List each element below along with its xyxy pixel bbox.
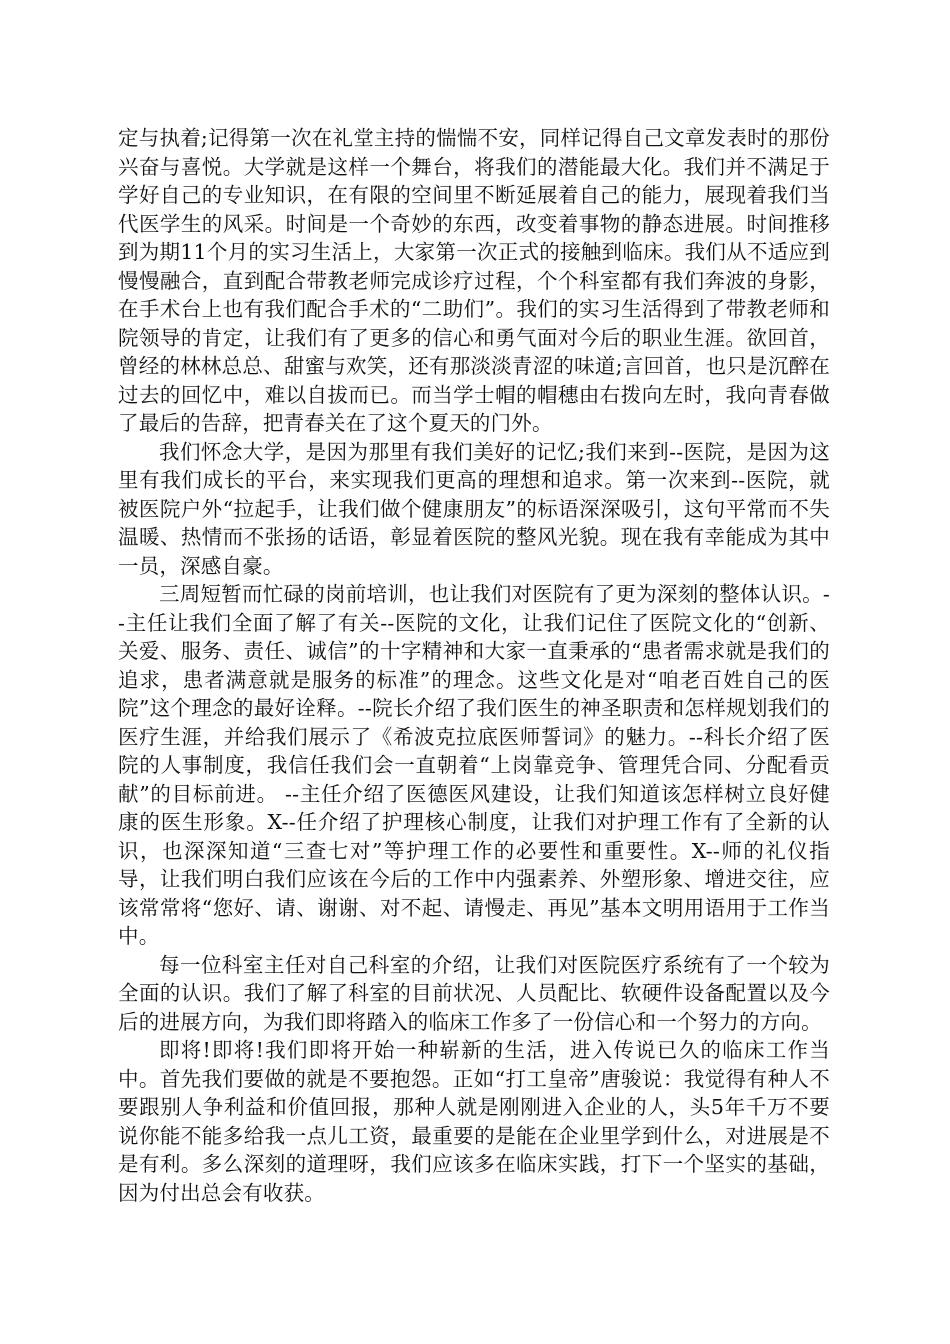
- paragraph-1: 定与执着;记得第一次在礼堂主持的惴惴不安，同样记得自己文章发表时的那份兴奋与喜悦。大学就是这样一个舞台，将我们的潜能最大化。我们并不满足于学好自己的专业知识，在有限的空间里不断延展着自己的能力，展现着我们当代医学生的风采。时间是一个奇妙的东西，改变着事物的静态进展。时间推移到为期11个月的实习生活上，大家第一次正式的接触到临床。我们从不适应到慢慢融合，直到配合带教老师完成诊疗过程，个个科室都有我们奔波的身影，在手术台上也有我们配合手术的“二助们”。我们的实习生活得到了带教老师和院领导的肯定，让我们有了更多的信心和勇气面对今后的职业生涯。欲回首，曾经的林林总总、甜蜜与欢笑，还有那淡淡青涩的味道;言回首，也只是沉醉在过去的回忆中，难以自拔而已。而当学士帽的帽穗由右拨向左时，我向青春做了最后的告辞，把青春关在了这个夏天的门外。: [118, 126, 830, 435]
- paragraph-3: 三周短暂而忙碌的岗前培训，也让我们对医院有了更为深刻的整体认识。--主任让我们全面了解了有关--医院的文化，让我们记住了医院文化的“创新、关爱、服务、责任、诚信”的十字精神和大家一直秉承的“患者需求就是我们的追求，患者满意就是服务的标准”的理念。这些文化是对“咱老百姓自己的医院”这个理念的最好诠释。--院长介绍了我们医生的神圣职责和怎样规划我们的医疗生涯，并给我们展示了《希波克拉底医师誓词》的魅力。--科长介绍了医院的人事制度，我信任我们会一直朝着“上岗靠竞争、管理凭合同、分配看贡献”的目标前进。 --主任介绍了医德医风建设，让我们知道该怎样树立良好健康的医生形象。X--任介绍了护理核心制度，让我们对护理工作有了全新的认识，也深深知道“三查七对”等护理工作的必要性和重要性。X--师的礼仪指导，让我们明白我们应该在今后的工作中内强素养、外塑形象、增进交往，应该常常将“您好、请、谢谢、对不起、请慢走、再见”基本文明用语用于工作当中。: [118, 582, 830, 948]
- paragraph-4: 每一位科室主任对自己科室的介绍，让我们对医院医疗系统有了一个较为全面的认识。我们了解了科室的目前状况、人员配比、软硬件设备配置以及今后的进展方向，为我们即将踏入的临床工作多了一份信心和一个努力的方向。: [118, 952, 830, 1034]
- paragraph-2: 我们怀念大学，是因为那里有我们美好的记忆;我们来到--医院，是因为这里有我们成长的平台，来实现我们更高的理想和追求。第一次来到--医院，就被医院户外“拉起手，让我们做个健康朋友”的标语深深吸引，这句平常而不失温暖、热情而不张扬的话语，彰显着医院的整风光貌。现在我有幸能成为其中一员，深感自豪。: [118, 439, 830, 578]
- document-body: [118, 124, 830, 1207]
- paragraph-5: 即将!即将!我们即将开始一种崭新的生活，进入传说已久的临床工作当中。首先我们要做的就是不要抱怨。正如“打工皇帝”唐骏说：我觉得有种人不要跟别人争利益和价值回报，那种人就是刚刚进入企业的人，头5年千万不要说你能不能多给我一点儿工资，最重要的是能在企业里学到什么，对进展是不是有利。多么深刻的道理呀，我们应该多在临床实践，打下一个坚实的基础，因为付出总会有收获。: [118, 1038, 830, 1205]
